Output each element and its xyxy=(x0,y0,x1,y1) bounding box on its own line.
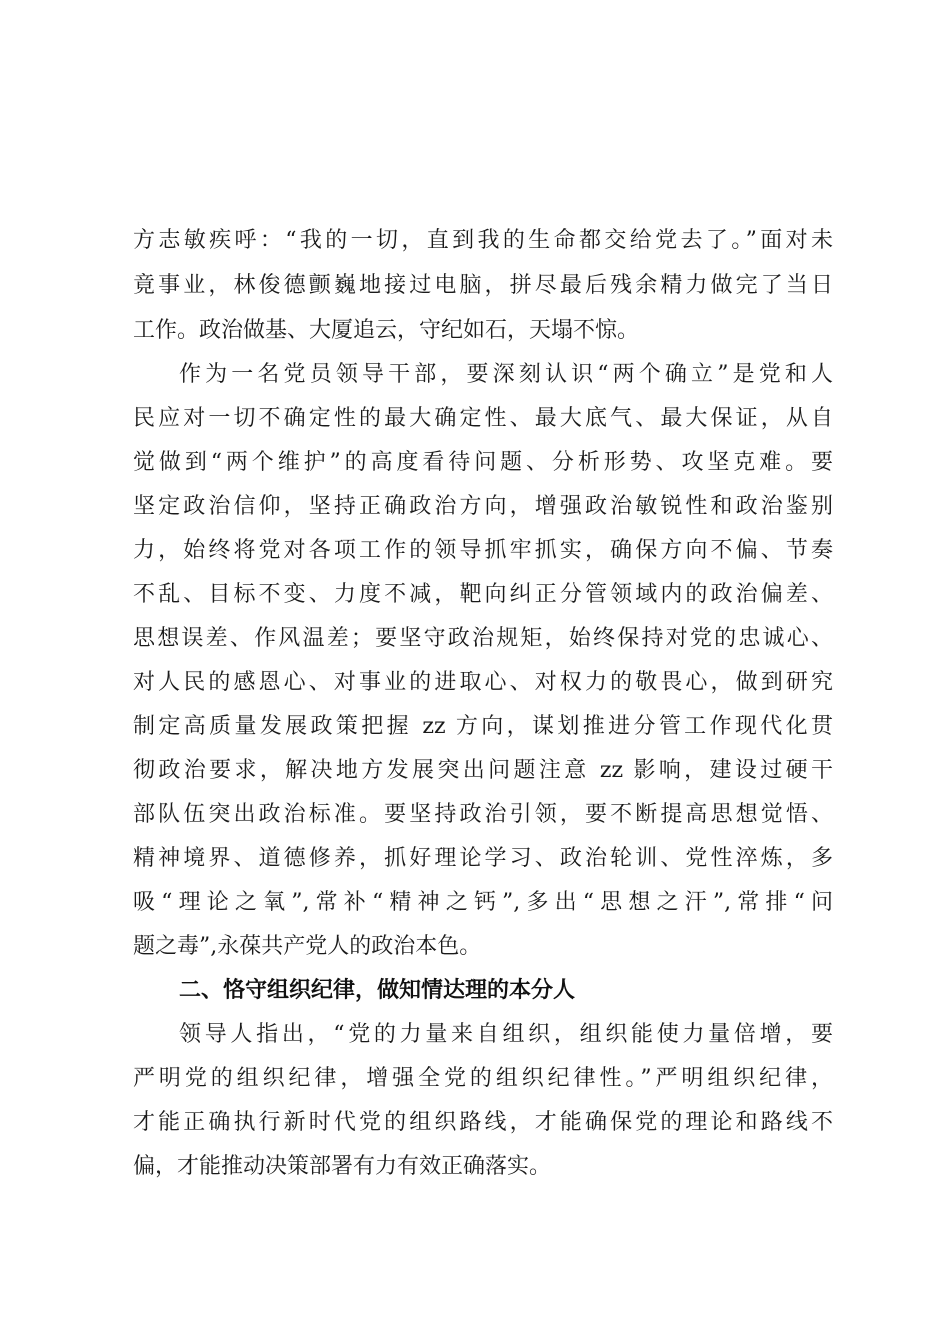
paragraph-1-line-2: 竟事业，林俊德颤巍地接过电脑，拼尽最后残余精力做完了当日 xyxy=(133,273,833,298)
paragraph-2-line-3: 觉做到“两个维护”的高度看待问题、分析形势、攻坚克难。要 xyxy=(133,450,833,475)
paragraph-2-line-12: 精神境界、道德修养，抓好理论学习、政治轮训、党性淬炼，多 xyxy=(133,846,833,871)
section-heading: 二、恪守组织纪律，做知情达理的本分人 xyxy=(179,978,576,1003)
paragraph-1-line-1: 方志敏疾呼：“我的一切，直到我的生命都交给党去了。”面对未 xyxy=(133,228,833,253)
paragraph-2-line-8: 对人民的感恩心、对事业的进取心、对权力的敬畏心，做到研究 xyxy=(133,670,833,695)
paragraph-3-line-3: 才能正确执行新时代党的组织路线，才能确保党的理论和路线不 xyxy=(133,1110,833,1135)
paragraph-3-line-2: 严明党的组织纪律，增强全党的组织纪律性。”严明组织纪律， xyxy=(133,1066,833,1091)
paragraph-2-line-2: 民应对一切不确定性的最大确定性、最大底气、最大保证，从自 xyxy=(133,406,833,431)
paragraph-2-line-1: 作为一名党员领导干部，要深刻认识“两个确立”是党和人 xyxy=(179,362,833,387)
paragraph-2-line-13: 吸“理论之氧”,常补“精神之钙”,多出“思想之汗”,常排“问 xyxy=(133,890,833,915)
paragraph-2-line-7: 思想误差、作风温差；要坚守政治规矩，始终保持对党的忠诚心、 xyxy=(133,626,833,651)
paragraph-2-line-4: 坚定政治信仰，坚持正确政治方向，增强政治敏锐性和政治鉴别 xyxy=(133,494,833,519)
paragraph-2-line-11: 部队伍突出政治标准。要坚持政治引领，要不断提高思想觉悟、 xyxy=(133,802,833,827)
paragraph-3-line-4: 偏，才能推动决策部署有力有效正确落实。 xyxy=(133,1154,552,1179)
paragraph-2-line-10: 彻政治要求，解决地方发展突出问题注意 zz 影响，建设过硬干 xyxy=(133,758,833,783)
paragraph-2-line-14: 题之毒”,永葆共产党人的政治本色。 xyxy=(133,934,482,959)
paragraph-2-line-5: 力，始终将党对各项工作的领导抓牢抓实，确保方向不偏、节奏 xyxy=(133,538,833,563)
paragraph-3-line-1: 领导人指出，“党的力量来自组织，组织能使力量倍增，要 xyxy=(179,1022,833,1047)
paragraph-2-line-9: 制定高质量发展政策把握 zz 方向，谋划推进分管工作现代化贯 xyxy=(133,714,833,739)
paragraph-2-line-6: 不乱、目标不变、力度不减，靶向纠正分管领域内的政治偏差、 xyxy=(133,582,833,607)
paragraph-1-line-3: 工作。政治做基、大厦追云，守纪如石，天塌不惊。 xyxy=(133,318,640,343)
